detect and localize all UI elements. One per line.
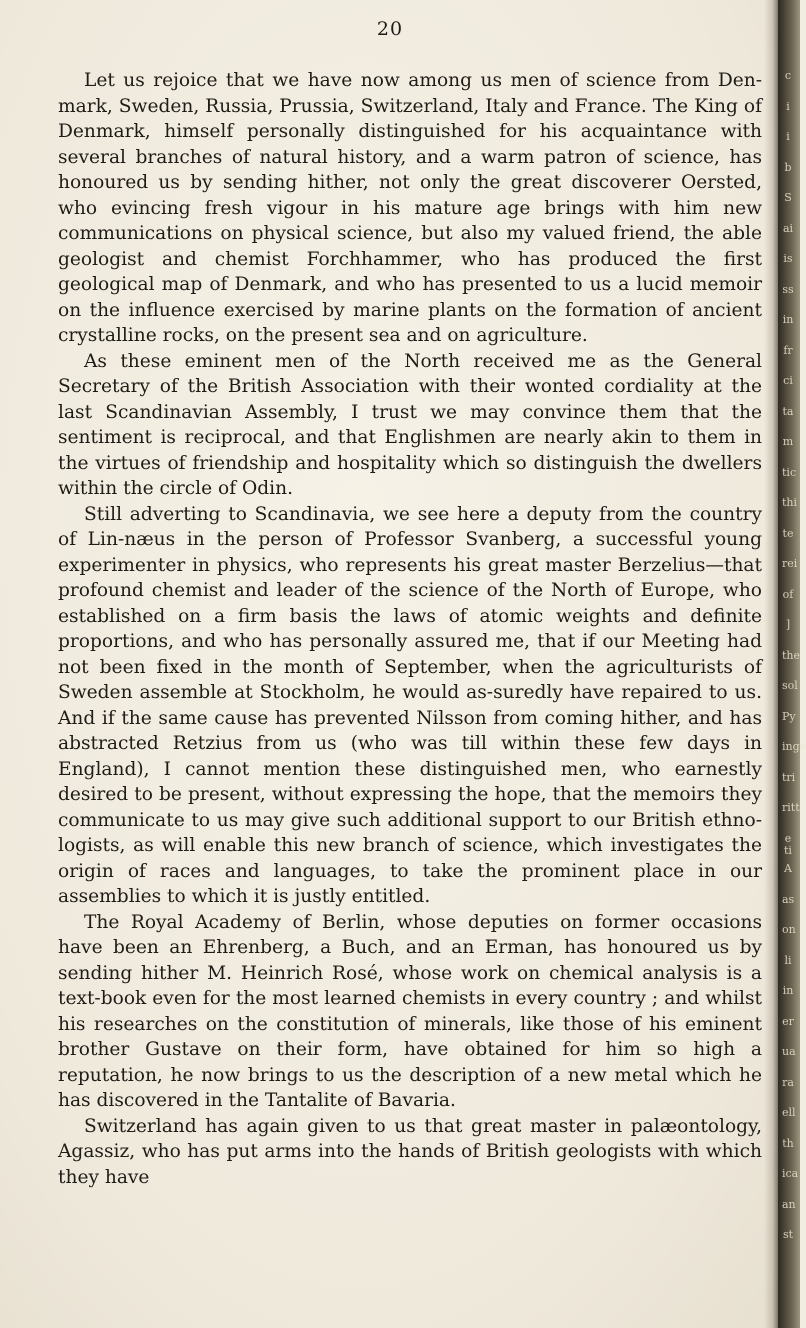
adjacent-page-fragment: er	[782, 1014, 794, 1028]
adjacent-page-fragment: c	[784, 69, 792, 82]
adjacent-page-fragment: tic	[782, 465, 797, 479]
adjacent-page-fragment: ss	[782, 282, 794, 296]
paragraph-switzerland: Switzerland has again given to us that great master in palæontology, Agassiz, who has put arms into the hands of British geologists with which they have	[58, 1115, 762, 1188]
adjacent-page-fragment: i	[786, 99, 790, 113]
adjacent-page-fragment: inge	[782, 740, 806, 753]
adjacent-page-fragment: ci	[783, 374, 793, 387]
adjacent-page-fragment: in	[782, 313, 794, 326]
adjacent-page-fragment: b	[784, 160, 792, 174]
adjacent-page-fragment: the	[782, 648, 801, 662]
adjacent-page-fragment: S	[784, 191, 792, 204]
adjacent-page-fragment: te	[782, 526, 794, 540]
adjacent-page-fragment: of	[782, 587, 794, 601]
paragraph-scandinavia: Still adverting to Scandinavia, we see here a deputy from the country of Lin-næus in the person of Professor Svanberg, a successful young experimenter in physics, who represents his great master Berzelius—that profound chemist and leader of the science of the North of Europe, who established on a firm basis the laws of atomic weights and definite proportions, and who has personally assured me, that if our Meeting had not been fixed in the month of September, when the agriculturists of Sweden assemble at Stockholm, he would as-suredly have repaired to us. And if the same cause has prevented Nilsson from coming hither, and has abstracted Retzius from us (who was till within these few days in England), I cannot mention these distinguished men, who earnestly desired to be present, without expressing the hope, that the memoirs they communicate to us may give such additional support to our British ethno-logists, as will enable this new branch of science, which investigates the origin of races and languages, to take the prominent place in our assemblies to which it is justly entitled.	[58, 503, 762, 907]
adjacent-page-fragment: ell	[782, 1106, 796, 1119]
body-text	[58, 68, 762, 1190]
adjacent-page-fragment: ua	[782, 1045, 796, 1058]
paragraph-north-welcome: As these eminent men of the North received me as the General Secretary of the British Association with their wonted cordiality at the last Scandinavian Assembly, I trust we may convince them that the sentiment is reciprocal, and that Englishmen are nearly akin to them in the virtues of friendship and hospitality which so distinguish the dwellers within the circle of Odin.	[58, 350, 762, 499]
adjacent-page-fragment: on	[782, 923, 796, 936]
adjacent-page-fragment: th	[782, 1136, 794, 1150]
adjacent-page-fragment: li	[784, 953, 792, 967]
adjacent-page-fragment: an	[782, 1197, 796, 1211]
adjacent-page-fragment: is	[783, 252, 793, 265]
adjacent-page-edge	[778, 0, 806, 1328]
adjacent-page-fragment: e ti	[784, 831, 792, 857]
paragraph-foreign-men-of-science: Let us rejoice that we have now among us men of science from Den-mark, Sweden, Russia, Prussia, Switzerland, Italy and France. The King of Denmark, himself personally distinguished for his acquaintance with several branches of natural history, and a warm patron of science, has honoured us by sending hither, not only the great discoverer Oersted, who evincing fresh vigour in his mature age brings with him new communications on physical science, but also my valued friend, the able geologist and chemist Forchhammer, who has produced the first geological map of Denmark, and who has presented to us a lucid memoir on the influence exercised by marine plants on the formation of ancient crystalline rocks, on the present sea and on agriculture.	[58, 70, 762, 346]
adjacent-page-fragment: Py	[782, 709, 796, 723]
adjacent-page-fragment: in	[782, 984, 794, 997]
adjacent-page-fragment: ra	[782, 1075, 794, 1089]
adjacent-page-fragment: ai	[782, 221, 794, 235]
adjacent-page-fragment: m	[782, 435, 794, 448]
adjacent-page-fragment: ]	[785, 618, 791, 631]
adjacent-page-fragment: ica	[782, 1167, 799, 1180]
adjacent-page-fragment: st	[782, 1228, 794, 1241]
adjacent-page-fragment: ritt	[782, 801, 800, 814]
adjacent-page-fragment: i	[786, 130, 790, 143]
adjacent-page-fragment: thi	[782, 496, 798, 509]
adjacent-page-fragment: rei	[782, 557, 798, 570]
adjacent-page-fragment: sol	[782, 679, 798, 692]
adjacent-page-fragment: fr	[783, 343, 793, 357]
adjacent-page-fragment: ta	[782, 404, 794, 418]
adjacent-page-fragment: tri	[782, 770, 796, 784]
paragraph-berlin-academy: The Royal Academy of Berlin, whose deputies on former occasions have been an Ehrenberg, a Buch, and an Erman, has honoured us by sending hither M. Heinrich Rosé, whose work on chemical analysis is a text-book even for the most learned chemists in every country ; and whilst his researches on the constitution of minerals, like those of his eminent brother Gustave on their form, have obtained for him so high a reputation, he now brings to us the description of a new metal which he has discovered in the Tantalite of Bavaria.	[58, 911, 762, 1111]
adjacent-page-fragment: as	[782, 892, 795, 906]
adjacent-page-fragment: A	[784, 862, 792, 875]
page-number: 20	[376, 18, 404, 40]
binding-shadow	[764, 0, 778, 1328]
